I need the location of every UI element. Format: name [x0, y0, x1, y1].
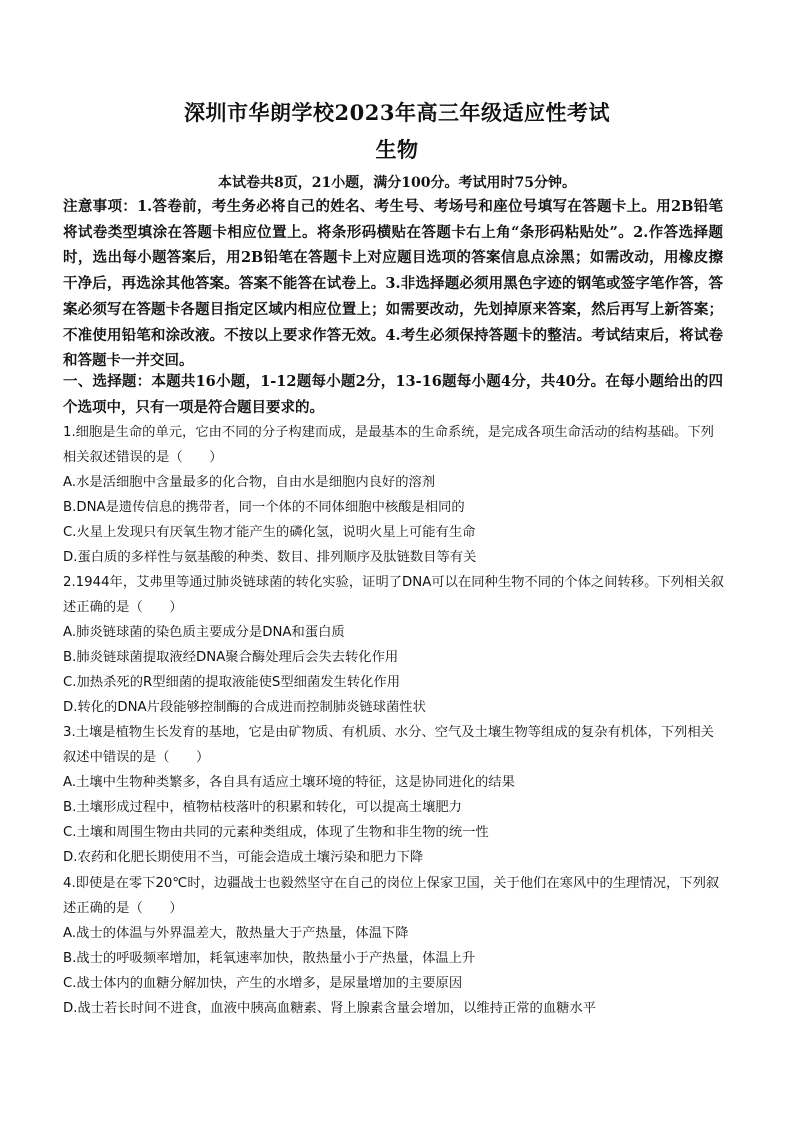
question-4-option-b: B.战士的呼吸频率增加，耗氧速率加快，散热量小于产热量，体温上升 — [63, 951, 476, 966]
question-3-option-d: D.农药和化肥长期使用不当，可能会造成土壤污染和肥力下降 — [63, 850, 424, 865]
question-4-stem: 4.即使是在零下20℃时，边疆战士也毅然坚守在自己的岗位上保家卫国，关于他们在寒风中的生理情况，下列叙述正确的是（ ） — [63, 876, 720, 917]
question-1-stem: 1.细胞是生命的单元，它由不同的分子构建而成，是最基本的生命系统，是完成各项生命活动的结构基础。下列相关叙述错误的是（ ） — [63, 425, 714, 466]
exam-subject: 生物 — [375, 137, 419, 162]
question-2-option-a: A.肺炎链球菌的染色质主要成分是DNA和蛋白质 — [63, 625, 345, 640]
exam-info: 本试卷共8页，21小题，满分100分。考试用时75分钟。 — [218, 175, 576, 191]
question-4-option-a: A.战士的体温与外界温差大，散热量大于产热量，体温下降 — [63, 926, 409, 941]
section-heading: 一、选择题：本题共16小题，1-12题每小题2分，13-16题每小题4分，共40分。在每小题给出的四个选项中，只有一项是符合题目要求的。 — [63, 373, 723, 416]
question-4-option-c: C.战士体内的血糖分解加快，产生的水增多，是尿量增加的主要原因 — [63, 976, 463, 991]
question-1-option-c: C.火星上发现只有厌氧生物才能产生的磷化氢，说明火星上可能有生命 — [63, 525, 476, 540]
exam-title: 深圳市华朗学校2023年高三年级适应性考试 — [184, 100, 610, 125]
question-2-option-c: C.加热杀死的R型细菌的提取液能使S型细菌发生转化作用 — [63, 675, 401, 690]
notice-text: 注意事项：1.答卷前，考生务必将自己的姓名、考生号、考场号和座位号填写在答题卡上。用2B铅笔将试卷类型填涂在答题卡相应位置上。将条形码横贴在答题卡右上角“条形码粘贴处”。2.作答选择题时，选出每小题答案后，用2B铅笔在答题卡上对应题目选项的答案信息点涂黑；如需改动，用橡皮擦干净后，再选涂其他答案。答案不能答在试卷上。3.非选择题必须用黑色字迹的钢笔或签字笔作答，答案必须写在答题卡各题目指定区域内相应位置上；如需要改动，先划掉原来答案，然后再写上新答案；不准使用铅笔和涂改液。不按以上要求作答无效。4.考生必须保持答题卡的整洁。考试结束后，将试卷和答题卡一并交回。 — [63, 198, 723, 370]
question-4-option-d: D.战士若长时间不进食，血液中胰高血糖素、肾上腺素含量会增加，以维持正常的血糖水平 — [63, 1001, 597, 1016]
question-2-stem: 2.1944年，艾弗里等通过肺炎链球菌的转化实验，证明了DNA可以在同种生物不同的个体之间转移。下列相关叙述正确的是（ ） — [63, 575, 724, 616]
notice-block — [63, 194, 723, 374]
question-1-option-a: A.水是活细胞中含量最多的化合物，自由水是细胞内良好的溶剂 — [63, 475, 436, 490]
question-3-option-a: A.土壤中生物种类繁多，各自具有适应土壤环境的特征，这是协同进化的结果 — [63, 775, 515, 790]
question-2-option-d: D.转化的DNA片段能够控制酶的合成进而控制肺炎链球菌性状 — [63, 700, 426, 715]
question-3-option-c: C.土壤和周围生物由共同的元素种类组成，体现了生物和非生物的统一性 — [63, 825, 489, 840]
question-3-option-b: B.土壤形成过程中，植物枯枝落叶的积累和转化，可以提高土壤肥力 — [63, 800, 462, 815]
section-heading-block — [63, 369, 723, 420]
question-3-stem: 3.土壤是植物生长发育的基地，它是由矿物质、有机质、水分、空气及土壤生物等组成的复杂有机体，下列相关叙述中错误的是（ ） — [63, 725, 714, 766]
question-1-option-d: D.蛋白质的多样性与氨基酸的种类、数目、排列顺序及肽链数目等有关 — [63, 550, 477, 565]
question-1-option-b: B.DNA是遗传信息的携带者，同一个体的不同体细胞中核酸是相同的 — [63, 500, 465, 515]
question-2-option-b: B.肺炎链球菌提取液经DNA聚合酶处理后会失去转化作用 — [63, 650, 399, 665]
